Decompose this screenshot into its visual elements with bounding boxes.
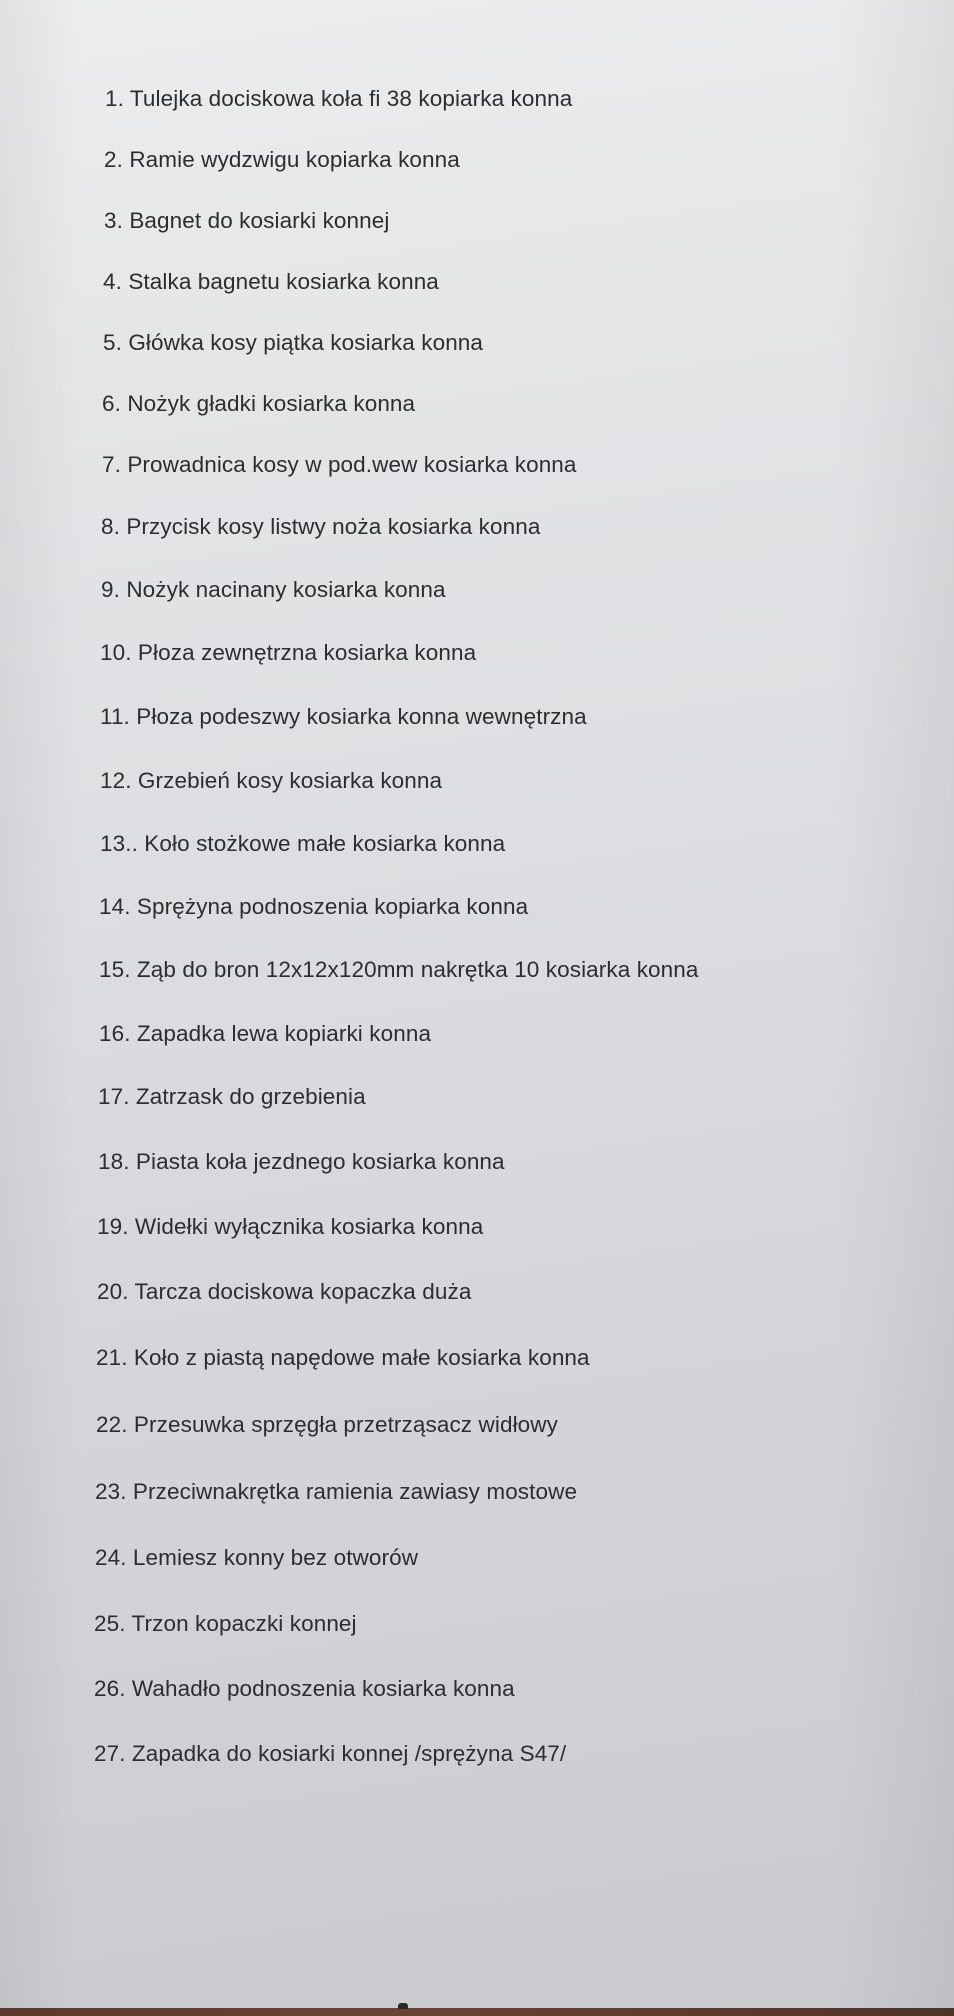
list-item: 25. Trzon kopaczki konnej bbox=[94, 1611, 357, 1636]
list-item: 26. Wahadło podnoszenia kosiarka konna bbox=[94, 1676, 515, 1701]
list-item: 12. Grzebień kosy kosiarka konna bbox=[100, 768, 443, 793]
list-item: 13.. Koło stożkowe małe kosiarka konna bbox=[100, 831, 506, 856]
list-item: 8. Przycisk kosy listwy noża kosiarka konna bbox=[101, 514, 541, 539]
list-item: 2. Ramie wydzwigu kopiarka konna bbox=[104, 147, 460, 172]
list-item: 6. Nożyk gładki kosiarka konna bbox=[102, 391, 416, 416]
list-item: 15. Ząb do bron 12x12x120mm nakrętka 10 kosiarka konna bbox=[99, 957, 699, 982]
list-item: 23. Przeciwnakrętka ramienia zawiasy mostowe bbox=[95, 1479, 578, 1504]
list-item: 16. Zapadka lewa kopiarki konna bbox=[99, 1021, 432, 1046]
list-item: 11. Płoza podeszwy kosiarka konna wewnętrzna bbox=[100, 704, 587, 729]
list-item: 14. Sprężyna podnoszenia kopiarka konna bbox=[99, 894, 529, 919]
dark-object-edge bbox=[398, 2003, 408, 2009]
list-item: 17. Zatrzask do grzebienia bbox=[98, 1084, 366, 1109]
list-item: 22. Przesuwka sprzęgła przetrząsacz widłowy bbox=[96, 1412, 558, 1437]
list-item: 1. Tulejka dociskowa koła fi 38 kopiarka konna bbox=[105, 86, 573, 111]
list-item: 20. Tarcza dociskowa kopaczka duża bbox=[97, 1279, 472, 1304]
list-item: 9. Nożyk nacinany kosiarka konna bbox=[101, 577, 446, 602]
list-item: 18. Piasta koła jezdnego kosiarka konna bbox=[98, 1149, 505, 1174]
list-item: 21. Koło z piastą napędowe małe kosiarka konna bbox=[96, 1345, 590, 1370]
list-item: 3. Bagnet do kosiarki konnej bbox=[104, 208, 390, 233]
list-item: 27. Zapadka do kosiarki konnej /sprężyna S47/ bbox=[94, 1741, 567, 1766]
list-item: 10. Płoza zewnętrzna kosiarka konna bbox=[100, 640, 477, 665]
list-item: 19. Widełki wyłącznika kosiarka konna bbox=[97, 1214, 484, 1239]
list-item: 7. Prowadnica kosy w pod.wew kosiarka konna bbox=[102, 452, 577, 477]
list-item: 5. Główka kosy piątka kosiarka konna bbox=[103, 330, 484, 355]
list-item: 24. Lemiesz konny bez otworów bbox=[95, 1545, 419, 1570]
table-surface-edge bbox=[0, 2008, 954, 2016]
list-item: 4. Stalka bagnetu kosiarka konna bbox=[103, 269, 439, 294]
